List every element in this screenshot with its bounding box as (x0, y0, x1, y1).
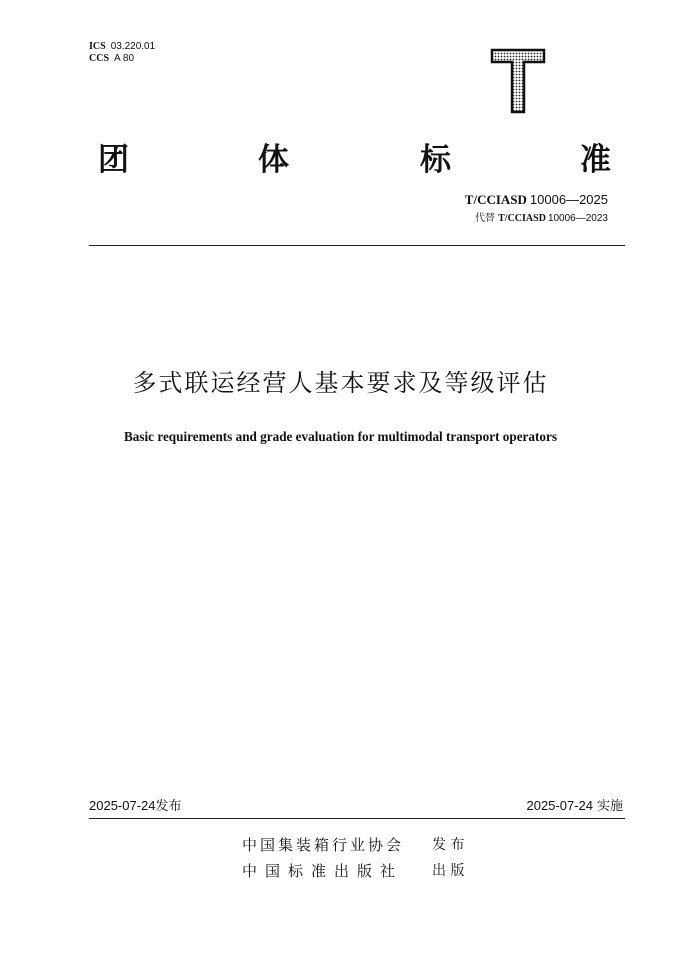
standard-code: T/CCIASD (464, 192, 527, 207)
standard-number (465, 192, 608, 209)
implement-date (526, 797, 623, 816)
implement-date-label: 实施 (596, 799, 623, 814)
category-char-2: 体 (258, 142, 289, 178)
publishing-organization: 中国标准出版社 (242, 862, 404, 880)
replaces-prefix: 代替 (474, 213, 495, 224)
category-char-3: 标 (420, 142, 451, 178)
issuing-action: 发 布 (432, 837, 465, 853)
publish-date (89, 797, 182, 816)
title-english: Basic requirements and grade evaluation for multimodal transport operators (124, 429, 557, 444)
publish-date-label: 发布 (155, 799, 182, 814)
replaces-code: T/CCIASD (498, 213, 546, 224)
publish-date-value: 2025-07-24 (89, 798, 156, 813)
replaces-number: 10006—2023 (547, 213, 608, 224)
header-divider (89, 245, 625, 246)
publishing-action: 出 版 (432, 863, 465, 879)
ics-code (89, 41, 155, 53)
footer-divider (89, 818, 625, 819)
ccs-label: CCS (89, 53, 110, 64)
category-char-4: 准 (580, 142, 611, 178)
implement-date-value: 2025-07-24 (526, 798, 593, 813)
title-chinese: 多式联运经营人基本要求及等级评估 (132, 369, 549, 397)
ics-label: ICS (89, 41, 106, 52)
ccs-code (89, 53, 134, 65)
issuing-organization: 中国集装箱行业协会 (242, 836, 405, 854)
t-logo-mark (488, 46, 548, 116)
ics-value: 03.220.01 (110, 41, 156, 52)
standard-number-value: 10006—2025 (529, 192, 608, 207)
replaces-standard (475, 213, 608, 225)
category-char-1: 团 (98, 142, 129, 178)
ccs-value: A 80 (114, 53, 135, 64)
